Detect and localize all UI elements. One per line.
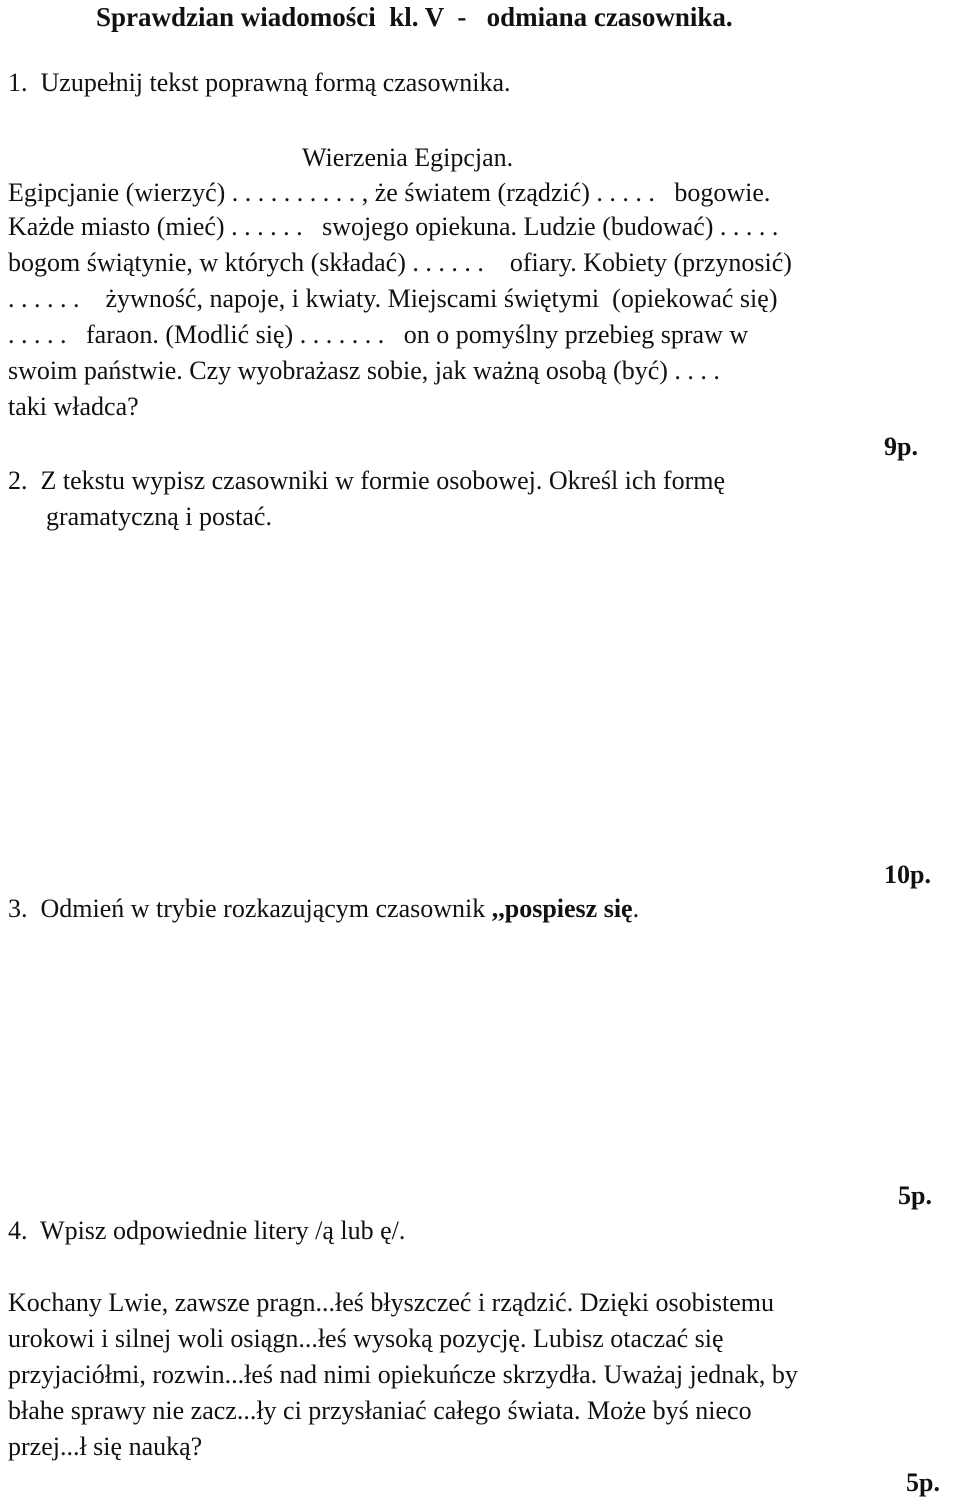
task3-points: 5p.: [898, 1181, 932, 1210]
task2-instruction-line1: 2. Z tekstu wypisz czasowniki w formie osobowej. Określ ich formę: [8, 466, 726, 495]
task1-line: swoim państwie. Czy wyobrażasz sobie, jak ważną osobą (być) . . . .: [8, 356, 720, 385]
task1-line: Każde miasto (mieć) . . . . . . swojego opiekuna. Ludzie (budować) . . . . .: [8, 212, 779, 241]
task1-text-title: Wierzenia Egipcjan.: [302, 143, 514, 172]
task1-line: . . . . . . żywność, napoje, i kwiaty. Miejscami świętymi (opiekować się): [8, 284, 778, 313]
task3-instruction: [8, 896, 639, 922]
task3-quoted-verb: ,,pospiesz się: [491, 894, 633, 923]
task1-instruction: 1. Uzupełnij tekst poprawną formą czasownika.: [8, 68, 511, 97]
task3-end: .: [632, 894, 640, 923]
task4-line: Kochany Lwie, zawsze pragn...łeś błyszczeć i rządzić. Dzięki osobistemu: [8, 1288, 774, 1317]
test-title: Sprawdzian wiadomości kl. V - odmiana czasownika.: [96, 2, 733, 32]
task4-instruction: 4. Wpisz odpowiednie litery /ą lub ę/.: [8, 1216, 406, 1245]
task3-instruction-text: 3. Odmień w trybie rozkazującym czasownik: [8, 894, 492, 923]
task4-line: przej...ł się nauką?: [8, 1432, 203, 1461]
task1-line: . . . . . faraon. (Modlić się) . . . . . . . on o pomyślny przebieg spraw w: [8, 320, 749, 349]
task2-points: 10p.: [884, 860, 931, 889]
task1-line: Egipcjanie (wierzyć) . . . . . . . . . . , że światem (rządzić) . . . . . bogowie.: [8, 178, 771, 207]
task4-points: 5p.: [906, 1468, 940, 1497]
task1-line: taki władca?: [8, 392, 139, 421]
task1-line: bogom świątynie, w których (składać) . . . . . . ofiary. Kobiety (przynosić): [8, 248, 792, 277]
task4-line: błahe sprawy nie zacz...ły ci przysłaniać całego świata. Może byś nieco: [8, 1396, 752, 1425]
task1-points: 9p.: [884, 432, 918, 461]
task4-line: urokowi i silnej woli osiągn...łeś wysoką pozycję. Lubisz otaczać się: [8, 1324, 724, 1353]
task2-instruction-line2: gramatyczną i postać.: [46, 502, 272, 531]
task4-line: przyjaciółmi, rozwin...łeś nad nimi opiekuńcze skrzydła. Uważaj jednak, by: [8, 1360, 798, 1389]
